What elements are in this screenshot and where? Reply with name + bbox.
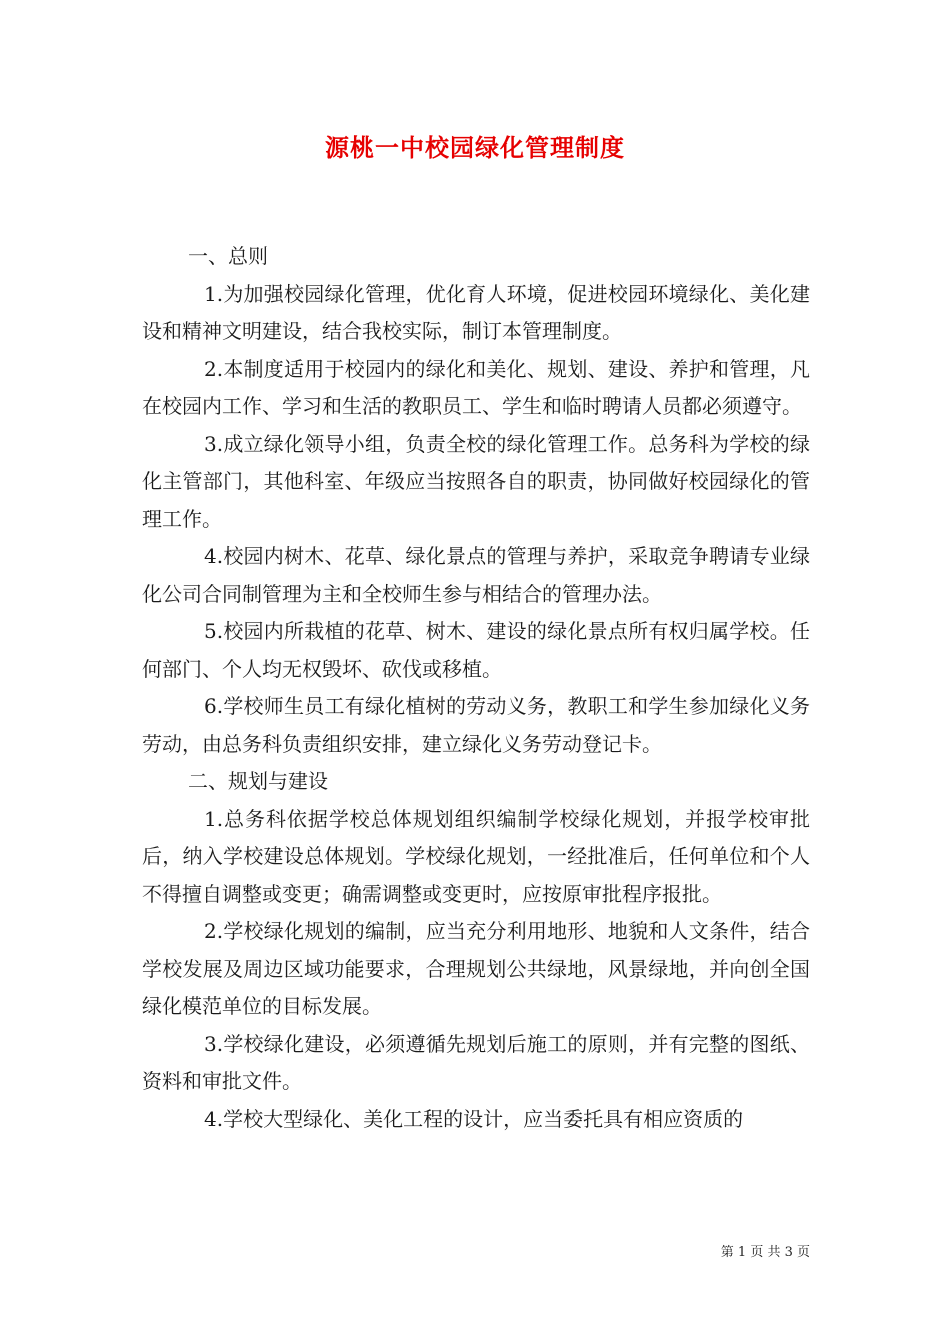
section-heading: 二、规划与建设: [188, 769, 328, 793]
section-heading: 一、总则: [188, 244, 268, 268]
paragraph: 4.校园内树木、花草、绿化景点的管理与养护，采取竞争聘请专业绿化公司合同制管理为主和全校师生参与相结合的管理办法。: [142, 544, 810, 606]
paragraph: 1.总务科依据学校总体规划组织编制学校绿化规划，并报学校审批后，纳入学校建设总体规划。学校绿化规划，一经批准后，任何单位和个人不得擅自调整或变更；确需调整或变更时，应按原审批程序报批。: [142, 806, 810, 906]
paragraph: 6.学校师生员工有绿化植树的劳动义务，教职工和学生参加绿化义务劳动，由总务科负责组织安排，建立绿化义务劳动登记卡。: [142, 694, 810, 756]
paragraph: 2.本制度适用于校园内的绿化和美化、规划、建设、养护和管理，凡在校园内工作、学习和生活的教职员工、学生和临时聘请人员都必须遵守。: [142, 356, 810, 418]
paragraph: 3.成立绿化领导小组，负责全校的绿化管理工作。总务科为学校的绿化主管部门，其他科室、年级应当按照各自的职责，协同做好校园绿化的管理工作。: [142, 431, 810, 531]
paragraph: 3.学校绿化建设，必须遵循先规划后施工的原则，并有完整的图纸、资料和审批文件。: [142, 1031, 810, 1093]
page-footer: 第 1 页 共 3 页: [720, 1245, 810, 1260]
paragraph: 1.为加强校园绿化管理，优化育人环境，促进校园环境绿化、美化建设和精神文明建设，结合我校实际，制订本管理制度。: [142, 281, 810, 343]
document-title: 源桃一中校园绿化管理制度: [325, 133, 625, 162]
document-body: [142, 238, 810, 1138]
paragraph: 5.校园内所栽植的花草、树木、建设的绿化景点所有权归属学校。任何部门、个人均无权毁坏、砍伐或移植。: [142, 619, 810, 681]
paragraph: 2.学校绿化规划的编制，应当充分利用地形、地貌和人文条件，结合学校发展及周边区域功能要求，合理规划公共绿地，风景绿地，并向创全国绿化模范单位的目标发展。: [142, 919, 810, 1018]
paragraph: 4.学校大型绿化、美化工程的设计，应当委托具有相应资质的: [204, 1106, 744, 1131]
